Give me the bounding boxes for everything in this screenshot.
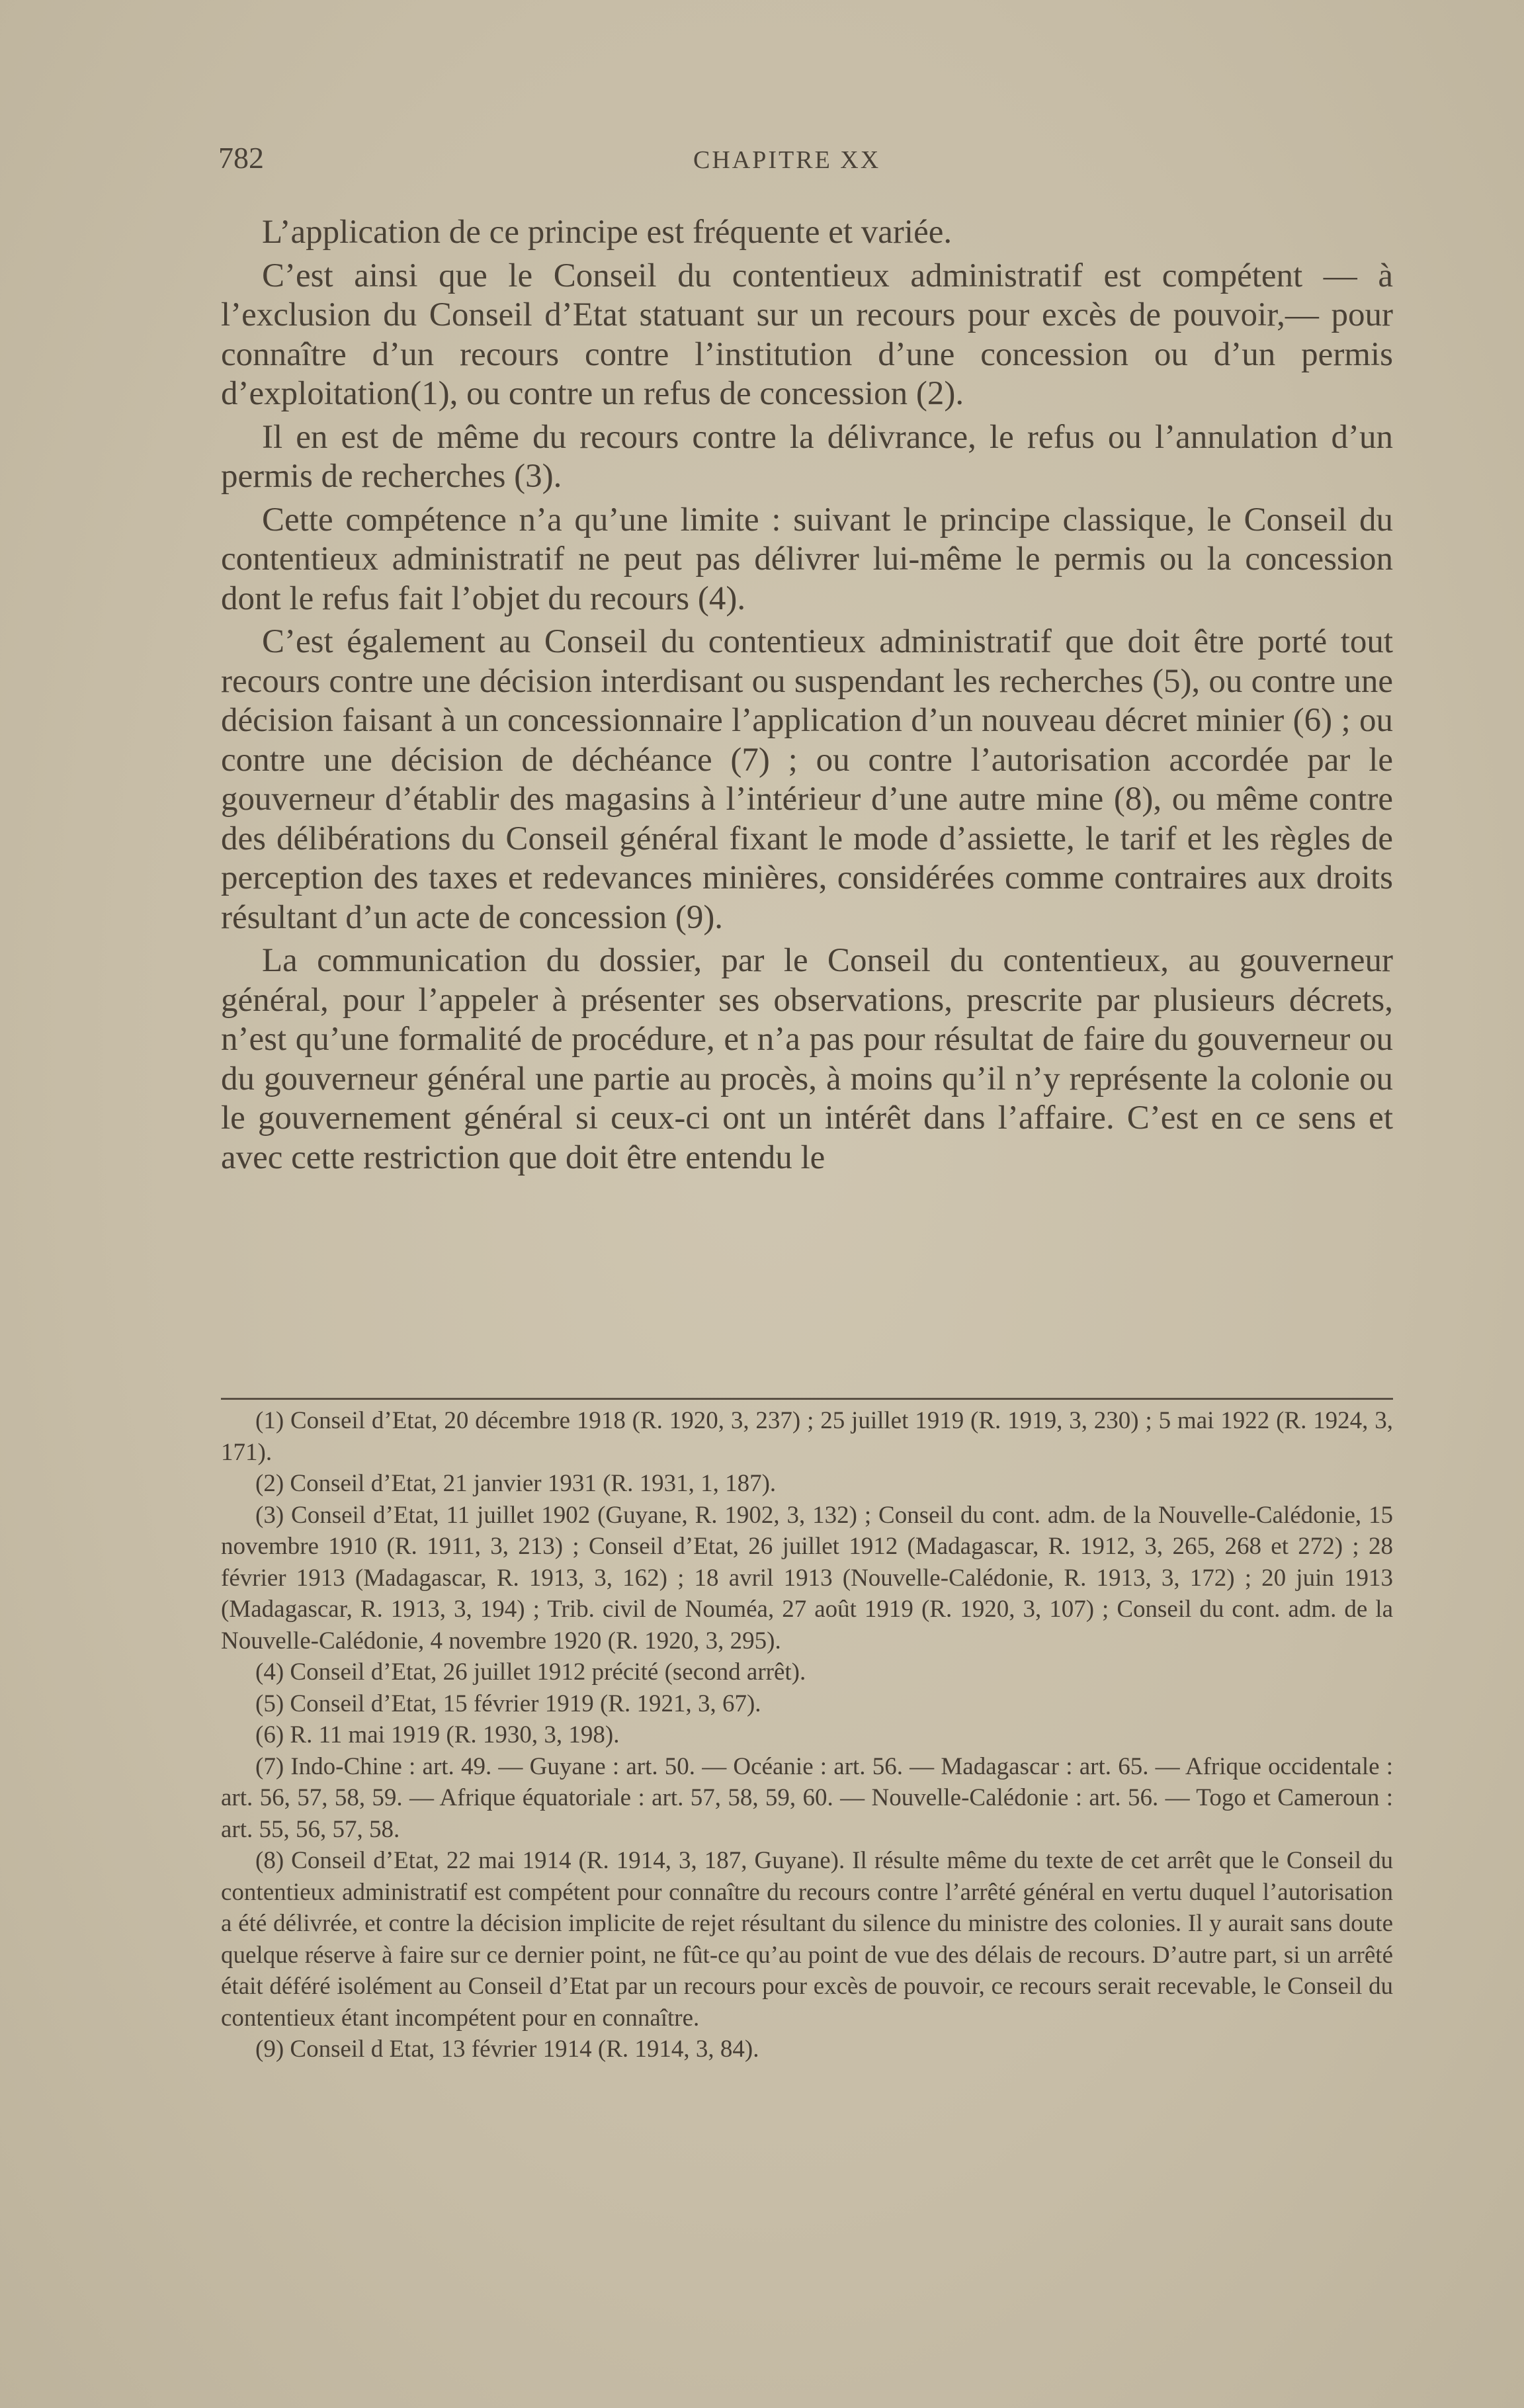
footnote: (7) Indo-Chine : art. 49. — Guyane : art. 50. — Océanie : art. 56. — Madagascar : art. 65. — Afrique occidentale : art. 56, 57, 58, 59. — Afrique équatoriale : art. 57, 58, 59, 60. — Nouvelle-Calédonie : art. 56. — Togo et Cameroun : art. 55, 56, 57, 58. bbox=[221, 1752, 1393, 1843]
footnote: (8) Conseil d’Etat, 22 mai 1914 (R. 1914, 3, 187, Guyane). Il résulte même du texte de cet arrêt que le Conseil du contentieux administratif est compétent pour connaître du recours contre l’arrêté général en vertu duquel l’autorisation a été délivrée, et contre la décision implicite de rejet résultant du silence du ministre des colonies. Il y aurait sans doute quelque réserve à faire sur ce dernier point, ne fût-ce qu’au point de vue des délais de recours. D’autre part, si un arrêté était déféré isolément au Conseil d’Etat par un recours pour excès de pouvoir, ce recours serait recevable, le Conseil du contentieux étant incompétent pour en connaître. bbox=[221, 1847, 1393, 2032]
footnote: (5) Conseil d’Etat, 15 février 1919 (R. 1921, 3, 67). bbox=[255, 1690, 761, 1717]
paragraph: C’est également au Conseil du contentieux administratif que doit être porté tout recours contre une décision interdisant ou suspendant les recherches (5), ou contre une décision faisant à un concessionnaire l’application d’un nouveau décret minier (6) ; ou contre une décision de déchéance (7) ; ou contre l’autorisation accordée par le gouverneur d’établir des magasins à l’intérieur d’une autre mine (8), ou même contre des délibérations du Conseil général fixant le mode d’assiette, le tarif et les règles de perception des taxes et redevances minières, considérées comme contraires aux droits résultant d’un acte de concession (9). bbox=[221, 623, 1393, 936]
footnote: (9) Conseil d Etat, 13 février 1914 (R. 1914, 3, 84). bbox=[255, 2036, 759, 2063]
footnote: (2) Conseil d’Etat, 21 janvier 1931 (R. 1931, 1, 187). bbox=[255, 1470, 777, 1497]
footnote: (1) Conseil d’Etat, 20 décembre 1918 (R. 1920, 3, 237) ; 25 juillet 1919 (R. 1919, 3, 230) ; 5 mai 1922 (R. 1924, 3, 171). bbox=[221, 1407, 1393, 1466]
paragraph: C’est ainsi que le Conseil du contentieux administratif est compétent — à l’exclusion du Conseil d’Etat statuant sur un recours pour excès de pouvoir,— pour connaître d’un recours contre l’institution d’une concession ou d’un permis d’exploitation(1), ou contre un refus de concession (2). bbox=[221, 257, 1393, 412]
footnote: (4) Conseil d’Etat, 26 juillet 1912 précité (second arrêt). bbox=[255, 1658, 806, 1686]
page-number: 782 bbox=[218, 141, 264, 175]
paragraph: Cette compétence n’a qu’une limite : suivant le principe classique, le Conseil du contentieux administratif ne peut pas délivrer lui-même le permis ou la concession dont le refus fait l’objet du recours (4). bbox=[221, 501, 1393, 617]
main-text bbox=[221, 213, 1393, 1182]
footnote: (6) R. 11 mai 1919 (R. 1930, 3, 198). bbox=[255, 1721, 620, 1748]
footnote: (3) Conseil d’Etat, 11 juillet 1902 (Guyane, R. 1902, 3, 132) ; Conseil du cont. adm. de la Nouvelle-Calédonie, 15 novembre 1910 (R. 1911, 3, 213) ; Conseil d’Etat, 26 juillet 1912 (Madagascar, R. 1912, 3, 265, 268 et 272) ; 28 février 1913 (Madagascar, R. 1913, 3, 162) ; 18 avril 1913 (Nouvelle-Calédonie, R. 1913, 3, 172) ; 20 juin 1913 (Madagascar, R. 1913, 3, 194) ; Trib. civil de Nouméa, 27 août 1919 (R. 1920, 3, 107) ; Conseil du cont. adm. de la Nouvelle-Calédonie, 4 novembre 1920 (R. 1920, 3, 295). bbox=[221, 1501, 1393, 1655]
paragraph: L’application de ce principe est fréquente et variée. bbox=[262, 214, 952, 251]
paragraph: La communication du dossier, par le Conseil du contentieux, au gouverneur général, pour l’appeler à présenter ses observations, prescrite par plusieurs décrets, n’est qu’une formalité de procédure, et n’a pas pour résultat de faire du gouverneur ou du gouverneur général une partie au procès, à moins qu’il n’y représente la colonie ou le gouvernement général si ceux-ci ont un intérêt dans l’affaire. C’est en ce sens et avec cette restriction que doit être entendu le bbox=[221, 942, 1393, 1176]
paragraph: Il en est de même du recours contre la délivrance, le refus ou l’annulation d’un permis de recherches (3). bbox=[221, 418, 1393, 495]
chapter-title: CHAPITRE XX bbox=[693, 146, 881, 174]
footnote-divider bbox=[221, 1398, 1393, 1400]
footnotes bbox=[221, 1405, 1393, 2065]
page-header bbox=[218, 140, 1396, 180]
